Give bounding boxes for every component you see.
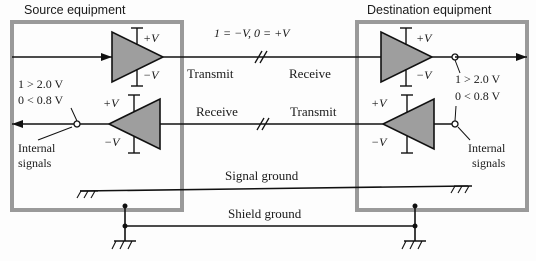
destination-internal-label-line2: signals bbox=[472, 156, 506, 170]
destination-driver-pos-supply: +V bbox=[371, 96, 387, 110]
destination-threshold-low: 0 < 0.8 V bbox=[455, 89, 501, 103]
destination-receiver-neg-supply: −V bbox=[416, 68, 432, 82]
destination-internal-pointer bbox=[458, 127, 470, 140]
bottom-signal-line bbox=[160, 118, 383, 130]
source-equipment-title: Source equipment bbox=[24, 3, 126, 17]
bottom-receive-label: Receive bbox=[196, 104, 238, 119]
source-driver-neg-supply: −V bbox=[143, 68, 159, 82]
source-threshold-high: 1 > 2.0 V bbox=[18, 77, 64, 91]
source-driver-pos-supply: +V bbox=[143, 31, 159, 45]
destination-receiver bbox=[381, 28, 527, 86]
destination-equipment-title: Destination equipment bbox=[367, 3, 492, 17]
source-internal-label-line1: Internal bbox=[18, 141, 56, 155]
destination-threshold-high: 1 > 2.0 V bbox=[455, 72, 501, 86]
source-receiver-neg-supply: −V bbox=[104, 135, 120, 149]
source-internal-label-line2: signals bbox=[18, 156, 52, 170]
destination-internal-label-line1: Internal bbox=[468, 141, 506, 155]
source-threshold-low: 0 < 0.8 V bbox=[18, 93, 64, 107]
shield-ground-label: Shield ground bbox=[228, 206, 302, 221]
logic-levels-label: 1 = −V, 0 = +V bbox=[214, 26, 290, 40]
signal-ground-line bbox=[77, 186, 472, 198]
bottom-transmit-label: Transmit bbox=[290, 104, 337, 119]
top-receive-label: Receive bbox=[289, 66, 331, 81]
top-transmit-label: Transmit bbox=[187, 66, 234, 81]
destination-receiver-pos-supply: +V bbox=[416, 31, 432, 45]
destination-driver bbox=[371, 95, 458, 153]
destination-driver-neg-supply: −V bbox=[371, 135, 387, 149]
signal-ground-label: Signal ground bbox=[225, 168, 299, 183]
source-receiver-pos-supply: +V bbox=[103, 96, 119, 110]
